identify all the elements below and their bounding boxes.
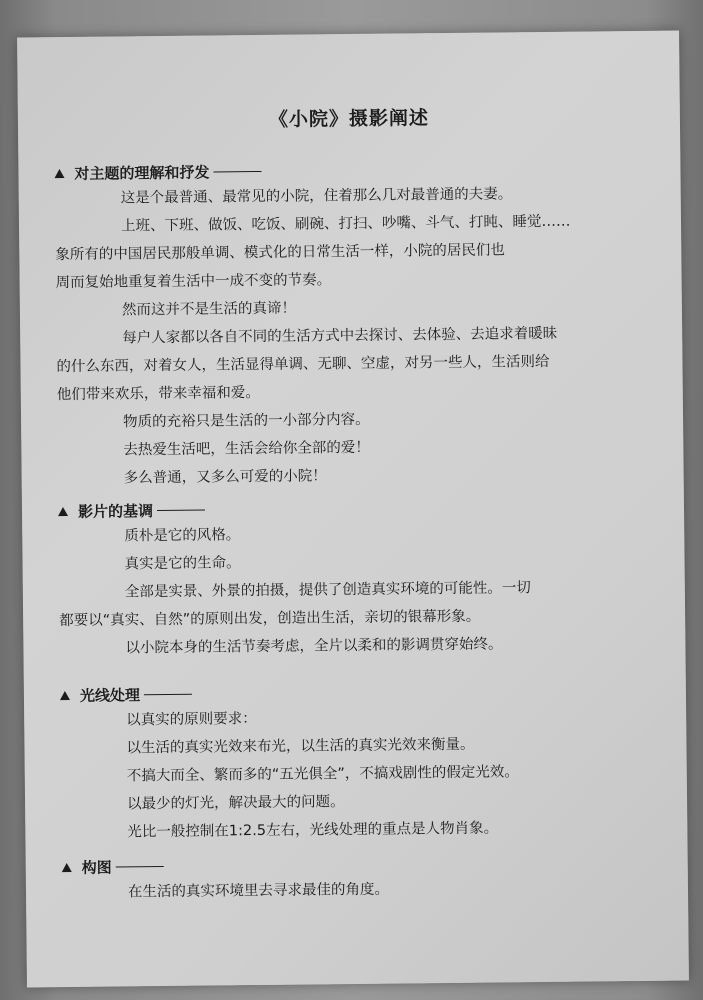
document-title: 《小院》摄影阐述 bbox=[268, 107, 430, 131]
triangle-bullet-icon bbox=[60, 690, 70, 699]
text-line: 去热爱生活吧，生活会给你全部的爱！ bbox=[123, 439, 370, 459]
text-line: 光比一般控制在1:2.5左右，光线处理的重点是人物肖象。 bbox=[127, 820, 499, 841]
text-line: 都要以“真实、自然”的原则出发，创造出生活，亲切的银幕形象。 bbox=[59, 608, 481, 630]
heading-dash bbox=[157, 509, 205, 511]
heading-dash bbox=[144, 693, 192, 695]
section-tone bbox=[58, 493, 660, 663]
paper-sheet bbox=[17, 31, 689, 988]
section-lighting bbox=[60, 677, 662, 847]
text-line: 然而这并不是生活的真谛！ bbox=[121, 300, 296, 319]
text-line: 物质的充裕只是生活的一小部分内容。 bbox=[122, 411, 370, 431]
text-line: 不搞大而全、繁而多的“五光俱全”，不搞戏剧性的假定光效。 bbox=[126, 764, 519, 785]
section-heading-text: 影片的基调 bbox=[77, 501, 154, 521]
text-line: 他们带来欢乐，带来幸福和爱。 bbox=[56, 384, 260, 404]
heading-dash bbox=[213, 170, 261, 172]
text-line: 质朴是它的风格。 bbox=[124, 527, 241, 545]
text-line: 全部是实景、外景的拍摄，提供了创造真实环境的可能性。一切 bbox=[124, 580, 531, 601]
text-line: 以生活的真实光效来布光，以生活的真实光效来衡量。 bbox=[126, 736, 475, 757]
triangle-bullet-icon bbox=[62, 862, 72, 871]
text-line: 以小院本身的生活节奏考虑，全片以柔和的影调贯穿始终。 bbox=[125, 636, 503, 657]
section-heading-text: 构图 bbox=[81, 858, 112, 877]
section-heading-text: 对主题的理解和抒发 bbox=[74, 162, 210, 183]
text-line: 周而复始地重复着生活中一成不变的节奏。 bbox=[55, 272, 332, 292]
section-composition bbox=[62, 849, 663, 907]
text-line: 上班、下班、做饭、吃饭、刷碗、打扫、吵嘴、斗气、打盹、睡觉…… bbox=[120, 213, 571, 235]
text-line: 每户人家都以各自不同的生活方式中去探讨、去体验、去追求着暖昧 bbox=[122, 325, 558, 347]
text-line: 的什么东西，对着女人，生活显得单调、无聊、空虚，对另一些人，生活则给 bbox=[56, 353, 550, 376]
section-theme bbox=[54, 155, 657, 493]
text-line: 真实是它的生命。 bbox=[124, 555, 241, 573]
text-line: 象所有的中国居民那般单调、模式化的日常生活一样，小院的居民们也 bbox=[55, 242, 505, 264]
text-line: 在生活的真实环境里去寻求最佳的角度。 bbox=[127, 881, 390, 901]
heading-dash bbox=[116, 866, 164, 868]
section-heading-text: 光线处理 bbox=[79, 685, 141, 705]
text-line: 以最少的灯光，解决最大的问题。 bbox=[126, 794, 345, 813]
triangle-bullet-icon bbox=[54, 169, 64, 178]
triangle-bullet-icon bbox=[58, 506, 68, 515]
text-line: 这是个最普通、最常见的小院，住着那么几对最普通的夫妻。 bbox=[120, 186, 513, 207]
text-line: 以真实的原则要求： bbox=[126, 711, 257, 729]
text-line: 多么普通，又多么可爱的小院！ bbox=[123, 468, 327, 487]
